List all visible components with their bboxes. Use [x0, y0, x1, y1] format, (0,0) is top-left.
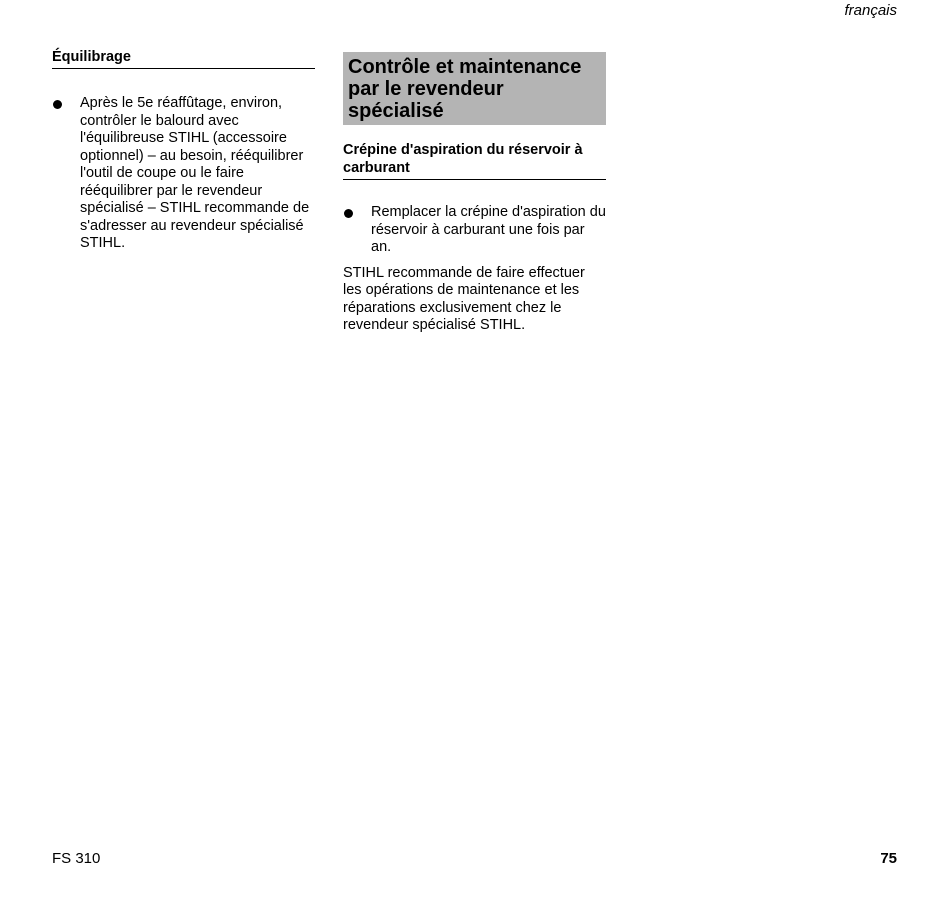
balancing-bullet-list — [52, 95, 315, 253]
dealer-recommendation-paragraph: STIHL recommande de faire effectuer les opérations de maintenance et les réparations exclusivement chez le revendeur spécialisé STIHL. — [343, 264, 585, 333]
page-number: 75 — [880, 850, 897, 867]
right-column — [343, 48, 606, 335]
fuel-strainer-bullet-list — [343, 204, 606, 257]
bullet-icon — [344, 209, 353, 218]
balancing-heading: Équilibrage — [52, 48, 315, 69]
left-column — [52, 48, 315, 253]
balancing-bullet-item — [52, 95, 315, 253]
fuel-strainer-heading: Crépine d'aspiration du réservoir à carburant — [343, 141, 606, 180]
balancing-bullet-text: Après le 5e réaffûtage, environ, contrôler le balourd avec l'équilibreuse STIHL (accessoire optionnel) – au besoin, rééquilibrer l'outil de coupe ou le faire rééquilibrer par le revendeur spécialisé – STIHL recommande de s'adresser au revendeur spécialisé STIHL. — [80, 95, 310, 251]
fuel-strainer-bullet-item — [343, 204, 606, 257]
footer-model-label: FS 310 — [52, 850, 101, 867]
section-title: Contrôle et maintenance par le revendeur spécialisé — [343, 52, 606, 125]
fuel-strainer-bullet-text: Remplacer la crépine d'aspiration du réservoir à carburant une fois par an. — [371, 204, 606, 255]
bullet-icon — [53, 100, 62, 109]
language-label: français — [844, 2, 897, 19]
